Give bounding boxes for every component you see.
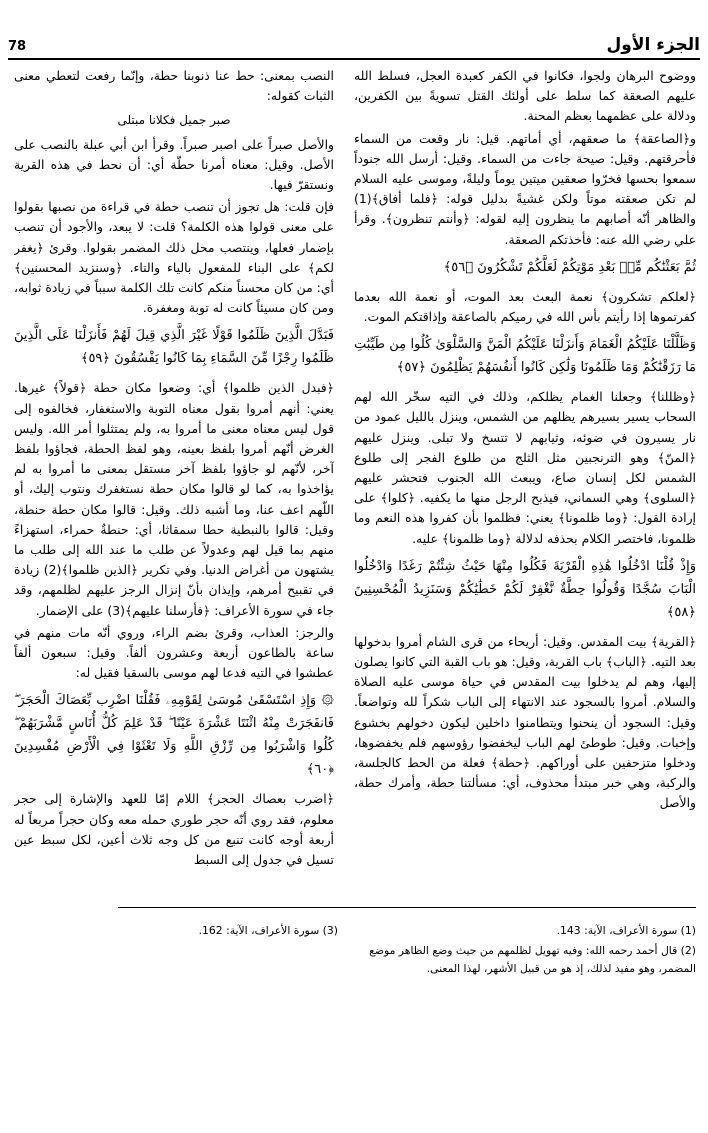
right-column xyxy=(354,66,696,896)
paragraph: ووضوح البرهان ولجوا، فكانوا في الكفر كعبدة العجل، فسلط الله عليهم الصعقة كما سلط على أولئك القتل تسويةً بين الكفرين، ودلالة على عظمهما بعظم المحنة. xyxy=(354,68,696,124)
footnotes-left xyxy=(28,922,338,942)
quran-verse: وَظَلَّلْنَا عَلَيْكُمُ الْغَمَامَ وَأَنزَلْنَا عَلَيْكُمُ الْمَنَّ وَالسَّلْوَىٰ كُلُوا مِن طَيِّبَٰتِ مَا رَزَقْنَٰكُمْ وَمَا ظَلَمُونَا وَلَٰكِن كَانُوا أَنفُسَهُمْ يَظْلِمُونَ ﴿٥٧﴾ xyxy=(354,337,696,376)
paragraph: و﴿الصاعقة﴾ ما صعقهم، أي أماتهم. قيل: نار وقعت من السماء فأحرقتهم. وقيل: صيحة جاءت من السماء. وقيل: أرسل الله جنوداً سمعوا بحسها فخرّوا صعقين ميتين يوماً وليلةً، وموسى عليه السلام لم تكن صعقته موتاً ولكن غشيةً بدليل قوله: ﴿فلما أفاق﴾(1) والظاهر أنّه أصابهم ما ينظرون إليه لقوله: ﴿وأنتم تنظرون﴾. وقرأ علي رضي الله عنه: فأخذتكم الصعقة. xyxy=(354,130,696,247)
paragraph: والرجز: العذاب، وقرئ بضم الراء، وروي أنّه مات منهم في ساعة بالطاعون أربعة وعشرون ألفاً. وقيل: سبعون ألفاً عطشوا في التيه فدعا لهم موسى بالسقيا فقيل له: xyxy=(14,624,334,681)
quran-verse: ثُمَّ بَعَثْنَٰكُم مِّنۢ بَعْدِ مَوْتِكُمْ لَعَلَّكُمْ تَشْكُرُونَ ﴿٥٦﴾ xyxy=(443,259,696,275)
paragraph: ﴿لعلكم تشكرون﴾ نعمة البعث بعد الموت، أو نعمة الله بعدما كفرتموها إذا رأيتم بأس الله في رميكم بالصاعقة وإذاقتكم الموت. xyxy=(354,288,696,325)
paragraph: فإن قلت: هل تجوز أن تنصب حطة في قراءة من نصبها بقولوا على معنى قولوا هذه الكلمة؟ قلت: لا يبعد، والأجود أن تنصب بإضمار فعلها، وينتصب محل ذلك المضمر بقولوا. وقرئ ﴿يغفر لكم﴾ على البناء للمفعول بالياء والتاء. ﴿وسنزيد المحسنين﴾ أي: من كان محسناً منكم كانت تلك الكلمة سبباً في زيادة ثوابه، ومن كان مسيئاً كانت له توبة ومغفرة. xyxy=(14,199,334,316)
paragraph: ﴿اضرب بعصاك الحجر﴾ اللام إمّا للعهد والإشارة إلى حجر معلوم، فقد روي أنّه حجر طوري حمله معه وكان حجراً مربعاً له أربعة أوجه كانت تنبع من كل وجه ثلاث أعين، لكل سبط عين تسيل في جدول إلى السبط xyxy=(14,791,334,868)
footnote: (2) قال أحمد رحمه الله: وفيه تهويل لظلمهم من حيث وضع الظاهر موضع المضمر، وهو مفيد لذلك، إذ هو من قبيل الأشهر، لهذا المعنى. xyxy=(369,944,696,975)
paragraph: والأصل صبراً على اصبر صبراً. وقرأ ابن أبي عبلة بالنصب على الأصل. وقيل: معناه أمرنا حطّة أي: أن نحط في هذه القرية ونستقرّ فيها. xyxy=(14,136,334,193)
paragraph: ﴿فبدل الذين ظلموا﴾ أي: وضعوا مكان حطة ﴿قولاً﴾ غيرها. يعني: أنهم أمروا بقول معناه التوبة والاستغفار، فخالفوه إلى قول ليس معناه معنى ما أمروا به، ولم يمتثلوا أمر الله. وليس الغرض أنّهم أمروا بلفظ بعينه، وهو لفظ الحطة، فجاؤوا بلفظ آخر، لأنّهم لو جاؤوا بلفظ آخر مستقل بمعنى ما أمروا به لم يؤاخذوا به، كما لو قالوا مكان حطة نستغفرك ونتوب إليك، أو اللّهم اعف عنا، وما أشبه ذلك. وقيل: قالوا مكان حطة حنطة، وقيل: قالوا بالنبطية حطا سمقاثا، أي: حنطةٌ حمراء، استهزاءً منهم بما قيل لهم وعدولاً عن طلب ما عند الله إلى طلب ما يشتهون من أغراض الدنيا. وفي تكرير ﴿الذين ظلموا﴾(2) زيادة في تقبيح أمرهم، وإيذان بأنّ إنزال الرجز عليهم لظلمهم، وقد جاء في سورة الأعراف: ﴿فأرسلنا عليهم﴾(3) على الإضمار. xyxy=(14,380,334,618)
quran-verse: ۞ وَإِذِ اسْتَسْقَىٰ مُوسَىٰ لِقَوْمِهِۦ فَقُلْنَا اضْرِب بِّعَصَاكَ الْحَجَرَ ۖ فَانفَجَرَتْ مِنْهُ اثْنَتَا عَشْرَةَ عَيْنًا ۖ قَدْ عَلِمَ كُلُّ أُنَاسٍ مَّشْرَبَهُمْ ۖ كُلُوا وَاشْرَبُوا مِن رِّزْقِ اللَّهِ وَلَا تَعْثَوْا فِي الْأَرْضِ مُفْسِدِينَ ﴿٦٠﴾ xyxy=(14,693,334,778)
page-number: 78 xyxy=(8,39,27,54)
paragraph: النصب بمعنى: حط عنا ذنوبنا حطة، وإنّما رفعت لتعطي معنى الثبات كقوله: xyxy=(14,68,334,104)
left-column xyxy=(14,66,334,896)
quran-verse: وَإِذْ قُلْنَا ادْخُلُوا هَٰذِهِ الْقَرْيَةَ فَكُلُوا مِنْهَا حَيْثُ شِئْتُمْ رَغَدًا وَادْخُلُوا الْبَابَ سُجَّدًا وَقُولُوا حِطَّةٌ نَّغْفِرْ لَكُمْ خَطَٰيَٰكُمْ وَسَنَزِيدُ الْمُحْسِنِينَ ﴿٥٨﴾ xyxy=(354,558,696,620)
footnotes xyxy=(14,922,696,1062)
page-header xyxy=(8,34,700,56)
quran-verse: فَبَدَّلَ الَّذِينَ ظَلَمُوا قَوْلًا غَيْرَ الَّذِي قِيلَ لَهُمْ فَأَنزَلْنَا عَلَى الَّذِينَ ظَلَمُوا رِجْزًا مِّنَ السَّمَاءِ بِمَا كَانُوا يَفْسُقُونَ ﴿٥٩﴾ xyxy=(14,328,334,367)
footnote: (1) سورة الأعراف، الآية: 143. xyxy=(556,924,696,937)
footnotes-right xyxy=(346,922,696,980)
running-head: الجزء الأول xyxy=(606,35,700,55)
header-rule xyxy=(8,58,700,60)
footnote: (3) سورة الأعراف، الآية: 162. xyxy=(198,924,338,937)
paragraph: ﴿القرية﴾ بيت المقدس. وقيل: أريحاء من قرى الشام أمروا بدخولها بعد التيه. ﴿الباب﴾ باب القرية، وقيل: هو باب القبة التي كانوا يصلون إليها، وهم لم يدخلوا بيت المقدس في حياة موسى عليه الصلاة والسلام. أمروا بالسجود عند الانتهاء إلى الباب شكراً لله وتواضعاً. وقيل: السجود أن ينحنوا ويتطامنوا داخلين ليكون دخولهم بخشوع وإخبات. وقيل: طوطئ لهم الباب ليخفضوا رؤوسهم فلم يخفضوها، ودخلوا متزحفين على أوراكهم. ﴿حطة﴾ فعلة من الحط كالجلسة، والركبة، وهي خبر مبتدأ محذوف، أي: مسألتنا حطة، وأمرك حطة، والأصل xyxy=(354,633,696,811)
footnote-rule xyxy=(118,907,696,908)
poem-line: صبر جميل فكلانا مبتلى xyxy=(117,113,231,128)
paragraph: ﴿وظللنا﴾ وجعلنا الغمام يظلكم، وذلك في التيه سخّر الله لهم السحاب يسير بسيرهم يظلهم من الشمس، وينزل بالليل عمود من نار يسيرون في ضوئه، وثيابهم لا تتسخ ولا تبلى. وينزل عليهم ﴿المنّ﴾ وهو الترنجبين مثل الثلج من طلوع الفجر إلى طلوع الشمس لكل إنسان صاع، ويبعث الله الجنوب فتحشر عليهم ﴿السلوى﴾ وهي السماني، فيذبح الرجل منها ما يكفيه. ﴿كلوا﴾ على إرادة القول: ﴿وما ظلمونا﴾ يعني: فظلموا بأن كفروا هذه النعم وما ظلمونا، فاختصر الكلام بحذفه لدلالة ﴿وما ظلمونا﴾ عليه. xyxy=(354,389,696,546)
